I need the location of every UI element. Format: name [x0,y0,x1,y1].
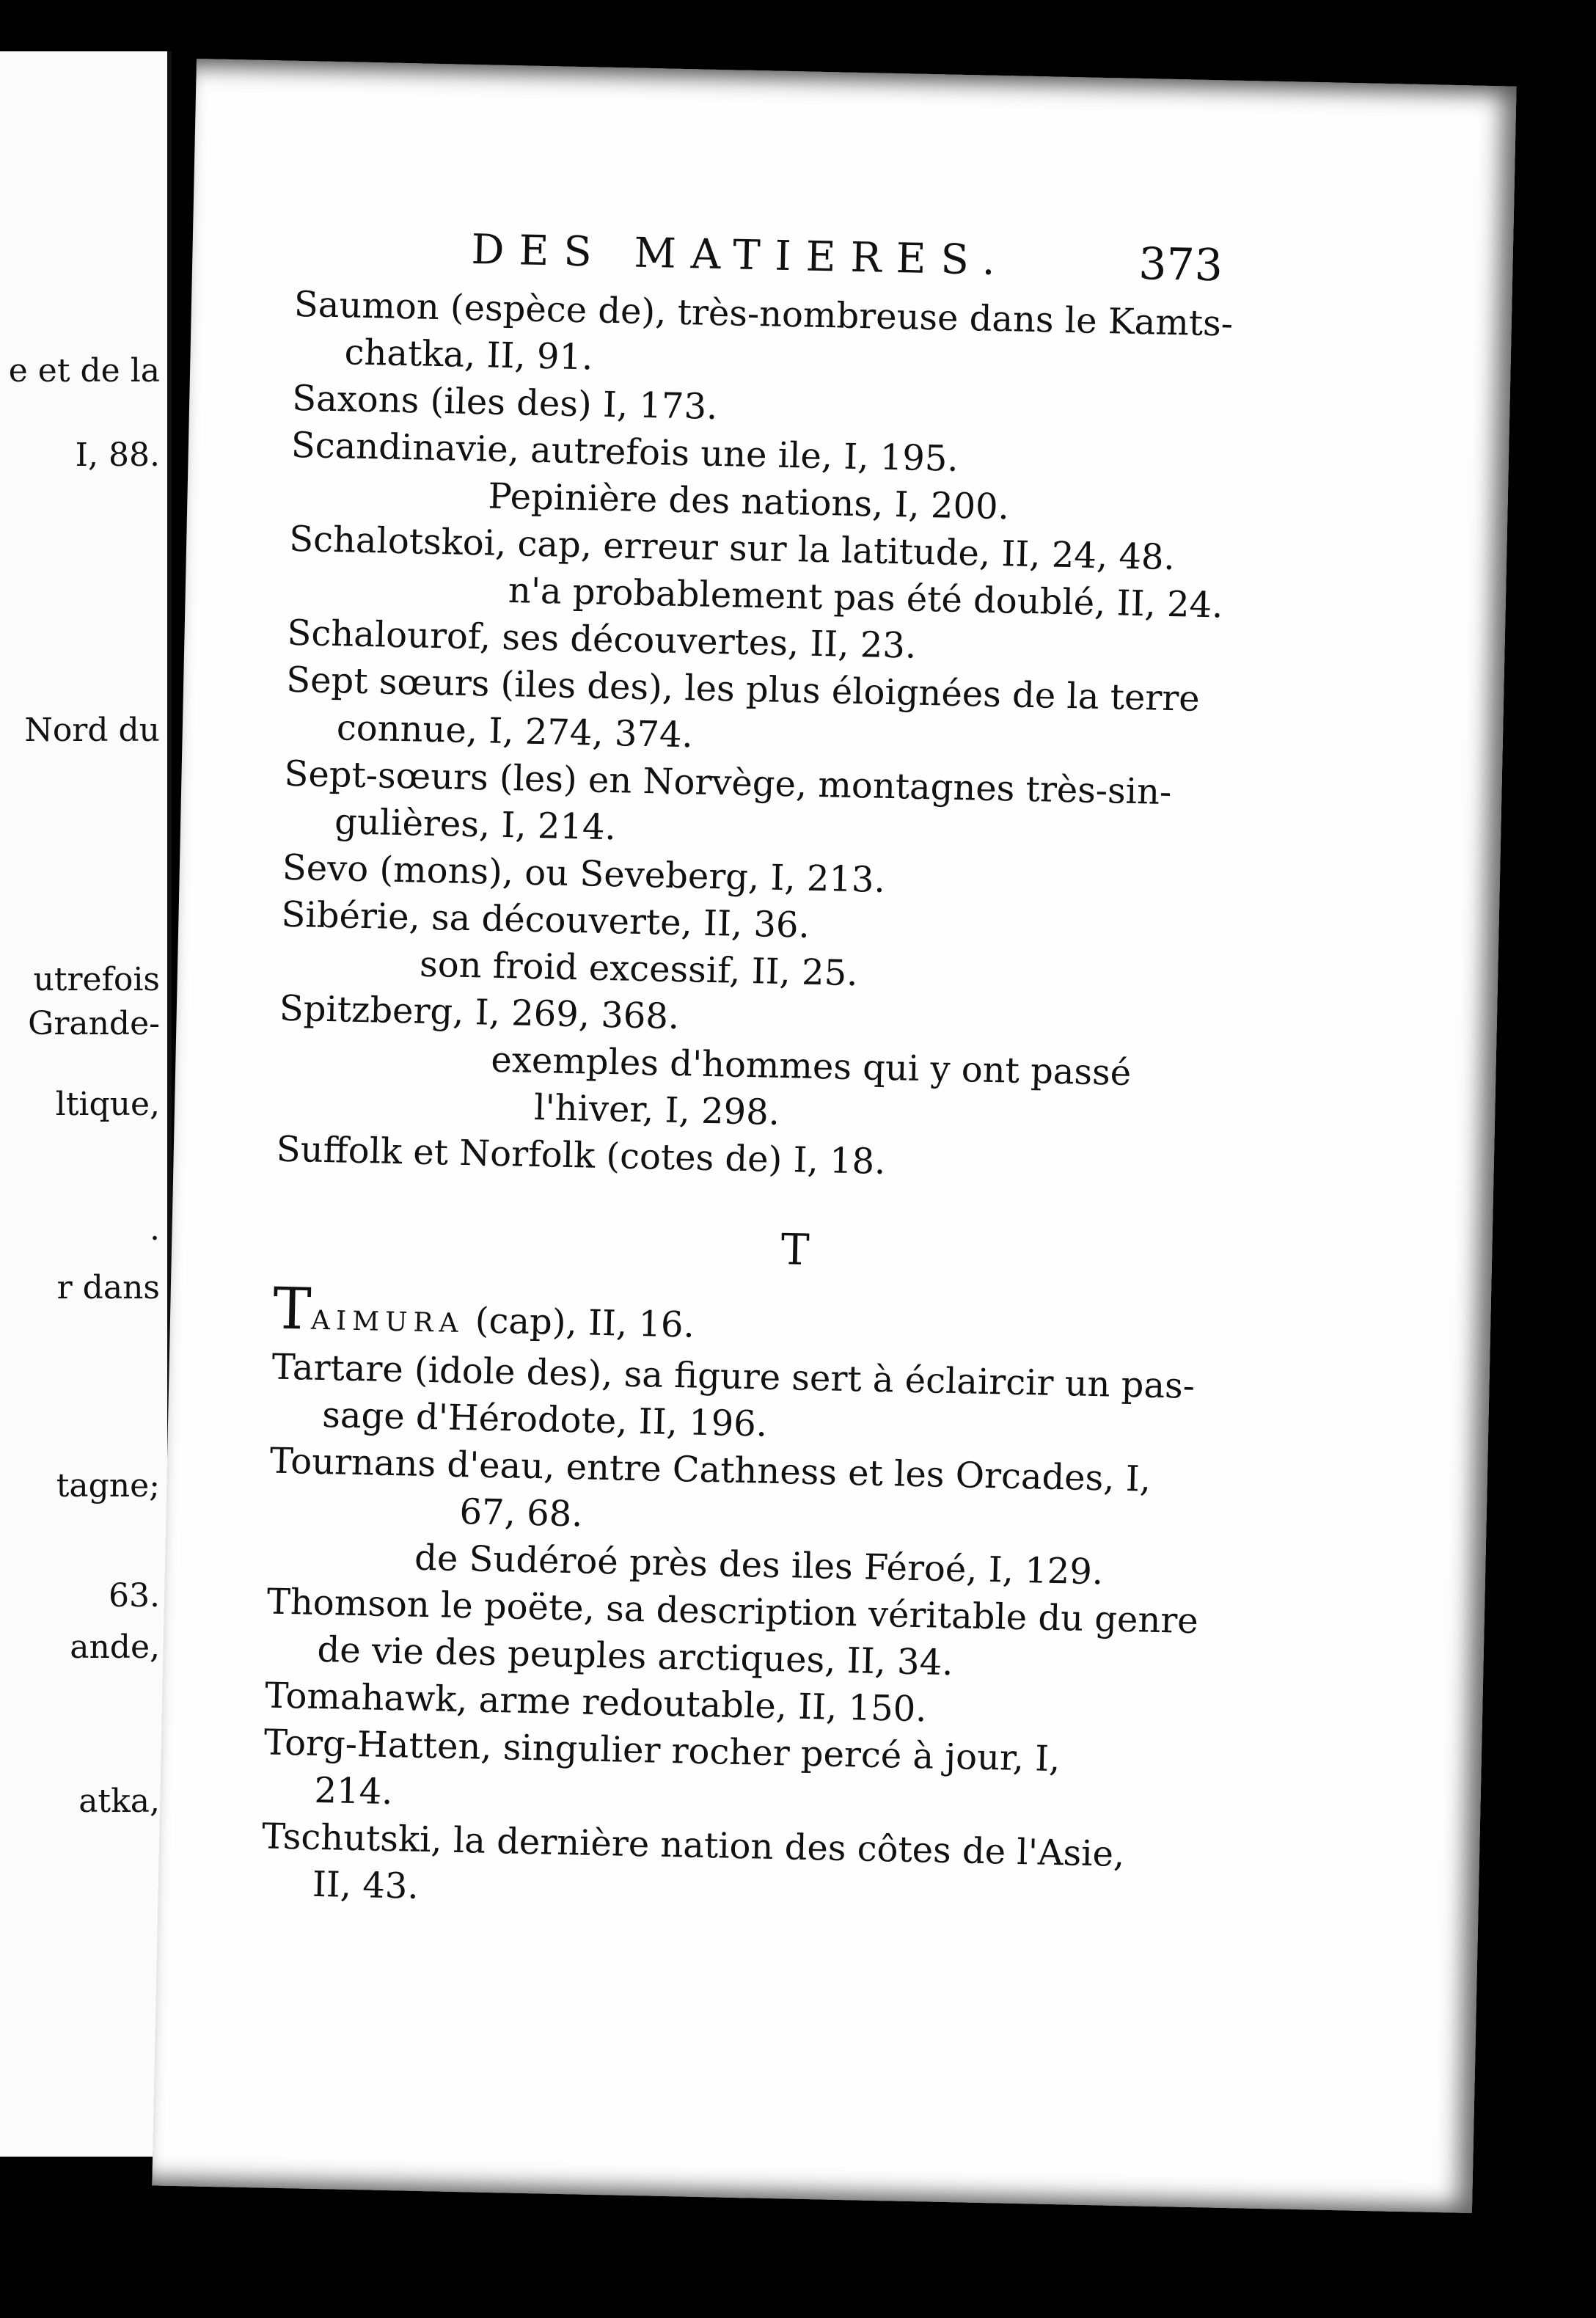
running-head: DES MATIERES. [470,225,1011,285]
left-fragment: Grande- [28,1005,160,1042]
left-fragment: . [150,1210,160,1248]
index-entry: Schalourof, ses découvertes, II, 23. [287,612,917,667]
index-entry: Sept-sœurs (les) en Norvège, montagnes très-sin- gulières, I, 214. [284,753,1172,849]
left-fragment: tagne; [56,1467,160,1504]
index-subentry: de Sudéroé près des iles Féroé, I, 129. [414,1537,1104,1593]
left-fragment: e et de la [8,352,160,390]
left-fragment: r dans [56,1269,160,1306]
index-entry: Scandinavie, autrefois une ile, I, 195. [290,424,959,480]
index-entry: Tschutski, la dernière nation des côtes de l'Asie, II, 43. [261,1816,1125,1907]
index-entry: Sibérie, sa découverte, II, 36. [281,893,810,946]
index-entry: Tartare (idole des), sa figure sert à éclaircir un pas- sage d'Hérodote, II, 196. [271,1346,1196,1445]
index-subentry: son froid excessif, II, 25. [419,943,859,995]
index-entry: Saxons (iles des) I, 173. [291,377,718,428]
index-entry: Sept sœurs (iles des), les plus éloignées de la terre connue, I, 274, 374. [285,659,1201,756]
small-caps-word: AIMURA [310,1305,464,1339]
index-page [152,59,1516,2213]
index-entry: Sevo (mons), ou Seveberg, I, 213. [282,847,886,901]
index-entry: Thomson le poëte, sa description véritable du genre de vie des peuples arctiques, II, 34. [266,1581,1199,1684]
index-entry: Tournans d'eau, entre Cathness et les Orcades, I, 67, 68. [269,1440,1152,1535]
drop-capital: T [272,1276,312,1343]
left-fragment: I, 88. [75,436,160,474]
index-entry: Schalotskoi, cap, erreur sur la latitude, II, 24, 48. [288,518,1176,579]
index-subentry: n'a probablement pas été doublé, II, 24. [508,570,1223,626]
left-fragment: ande, [70,1628,160,1666]
index-entry: Torg-Hatten, singulier rocher percé à jour, I, 214. [263,1722,1061,1813]
index-entry: Saumon (espèce de), très-nombreuse dans le Kamts- chatka, II, 91. [293,283,1234,379]
index-entry: Spitzberg, I, 269, 368. [279,987,680,1038]
page-number: 373 [1138,238,1223,292]
index-entry: Tomahawk, arme redoutable, II, 150. [264,1675,928,1730]
index-entry: Suffolk et Norfolk (cotes de) I, 18. [276,1128,886,1182]
left-fragment: Nord du [24,712,160,749]
index-subentry: l'hiver, I, 298. [533,1086,780,1133]
left-fragment: ltique, [55,1086,160,1123]
left-fragment: 63. [109,1577,160,1615]
section-letter: T [780,1224,810,1275]
index-entry: TAIMURA (cap), II, 16. [272,1276,695,1346]
left-fragment: atka, [78,1783,160,1820]
left-fragment: utrefois [33,961,160,998]
index-subentry: exemples d'hommes qui y ont passé [490,1039,1132,1094]
previous-page-fragment [0,51,172,2157]
index-subentry: Pepinière des nations, I, 200. [488,475,1010,528]
index-list [260,281,1336,1928]
